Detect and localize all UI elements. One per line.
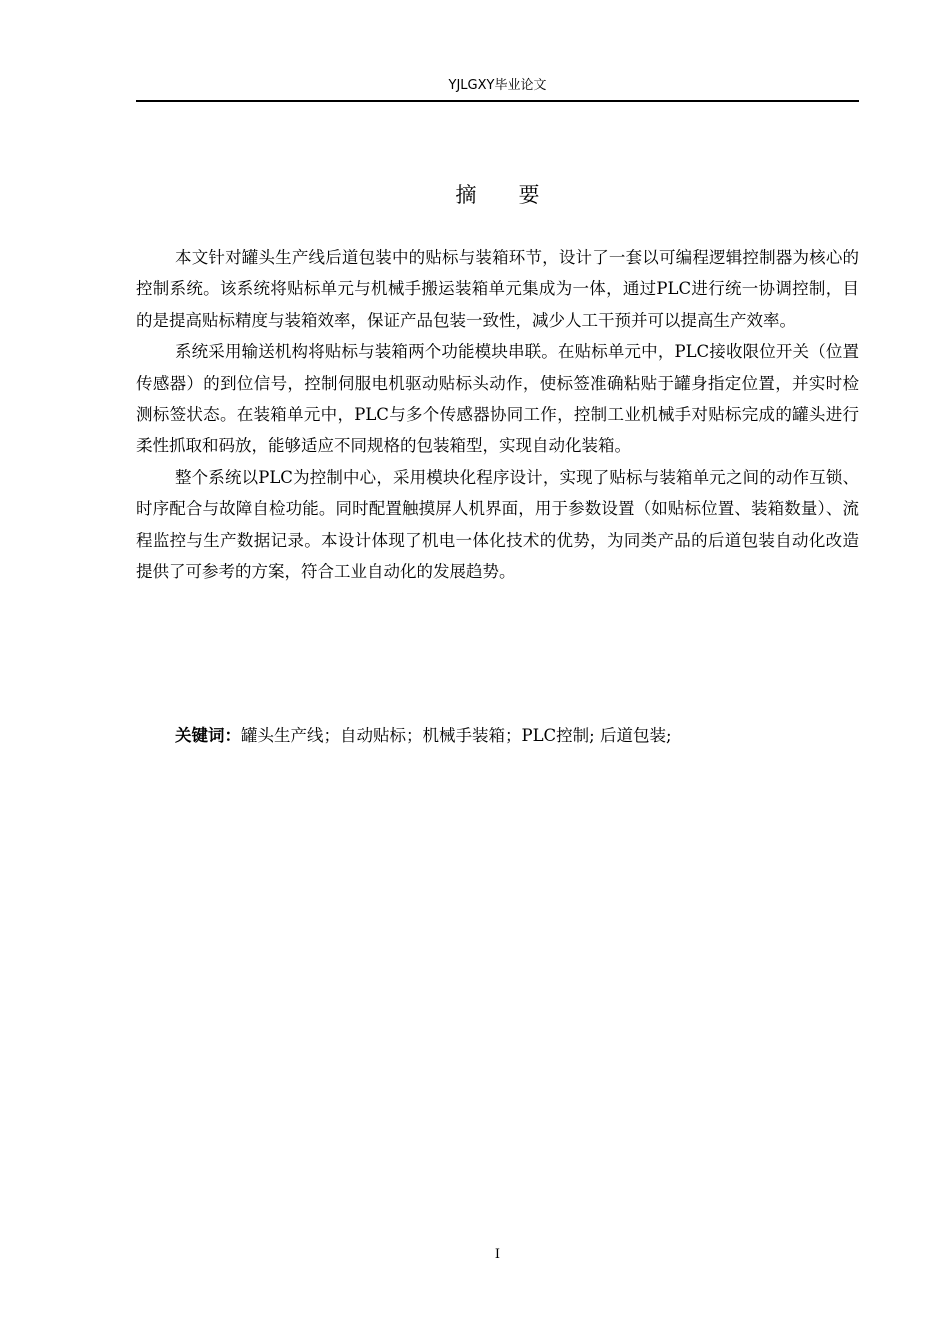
abstract-body <box>136 242 859 587</box>
abstract-paragraph-1: 本文针对罐头生产线后道包装中的贴标与装箱环节，设计了一套以可编程逻辑控制器为核心的控制系统。该系统将贴标单元与机械手搬运装箱单元集成为一体，通过PLC进行统一协调控制，目的是提高贴标精度与装箱效率，保证产品包装一致性，减少人工干预并可以提高生产效率。 <box>136 248 859 330</box>
keywords-label: 关键词： <box>175 726 241 745</box>
keywords-value: 罐头生产线；自动贴标；机械手装箱；PLC控制; 后道包装; <box>241 726 672 745</box>
page-number: I <box>494 1247 501 1262</box>
abstract-paragraph-2: 系统采用输送机构将贴标与装箱两个功能模块串联。在贴标单元中，PLC接收限位开关（位置传感器）的到位信号，控制伺服电机驱动贴标头动作，使标签准确粘贴于罐身指定位置，并实时检测标签状态。在装箱单元中，PLC与多个传感器协同工作，控制工业机械手对贴标完成的罐头进行柔性抓取和码放，能够适应不同规格的包装箱型，实现自动化装箱。 <box>136 342 859 456</box>
keywords-line <box>175 720 865 751</box>
header-divider <box>136 100 859 102</box>
abstract-paragraph-3: 整个系统以PLC为控制中心，采用模块化程序设计，实现了贴标与装箱单元之间的动作互锁、时序配合与故障自检功能。同时配置触摸屏人机界面，用于参数设置（如贴标位置、装箱数量）、流程监控与生产数据记录。本设计体现了机电一体化技术的优势，为同类产品的后道包装自动化改造提供了可参考的方案，符合工业自动化的发展趋势。 <box>136 467 859 582</box>
abstract-title: 摘要 <box>455 183 582 207</box>
page-header: YJLGXY毕业论文 <box>448 78 547 93</box>
